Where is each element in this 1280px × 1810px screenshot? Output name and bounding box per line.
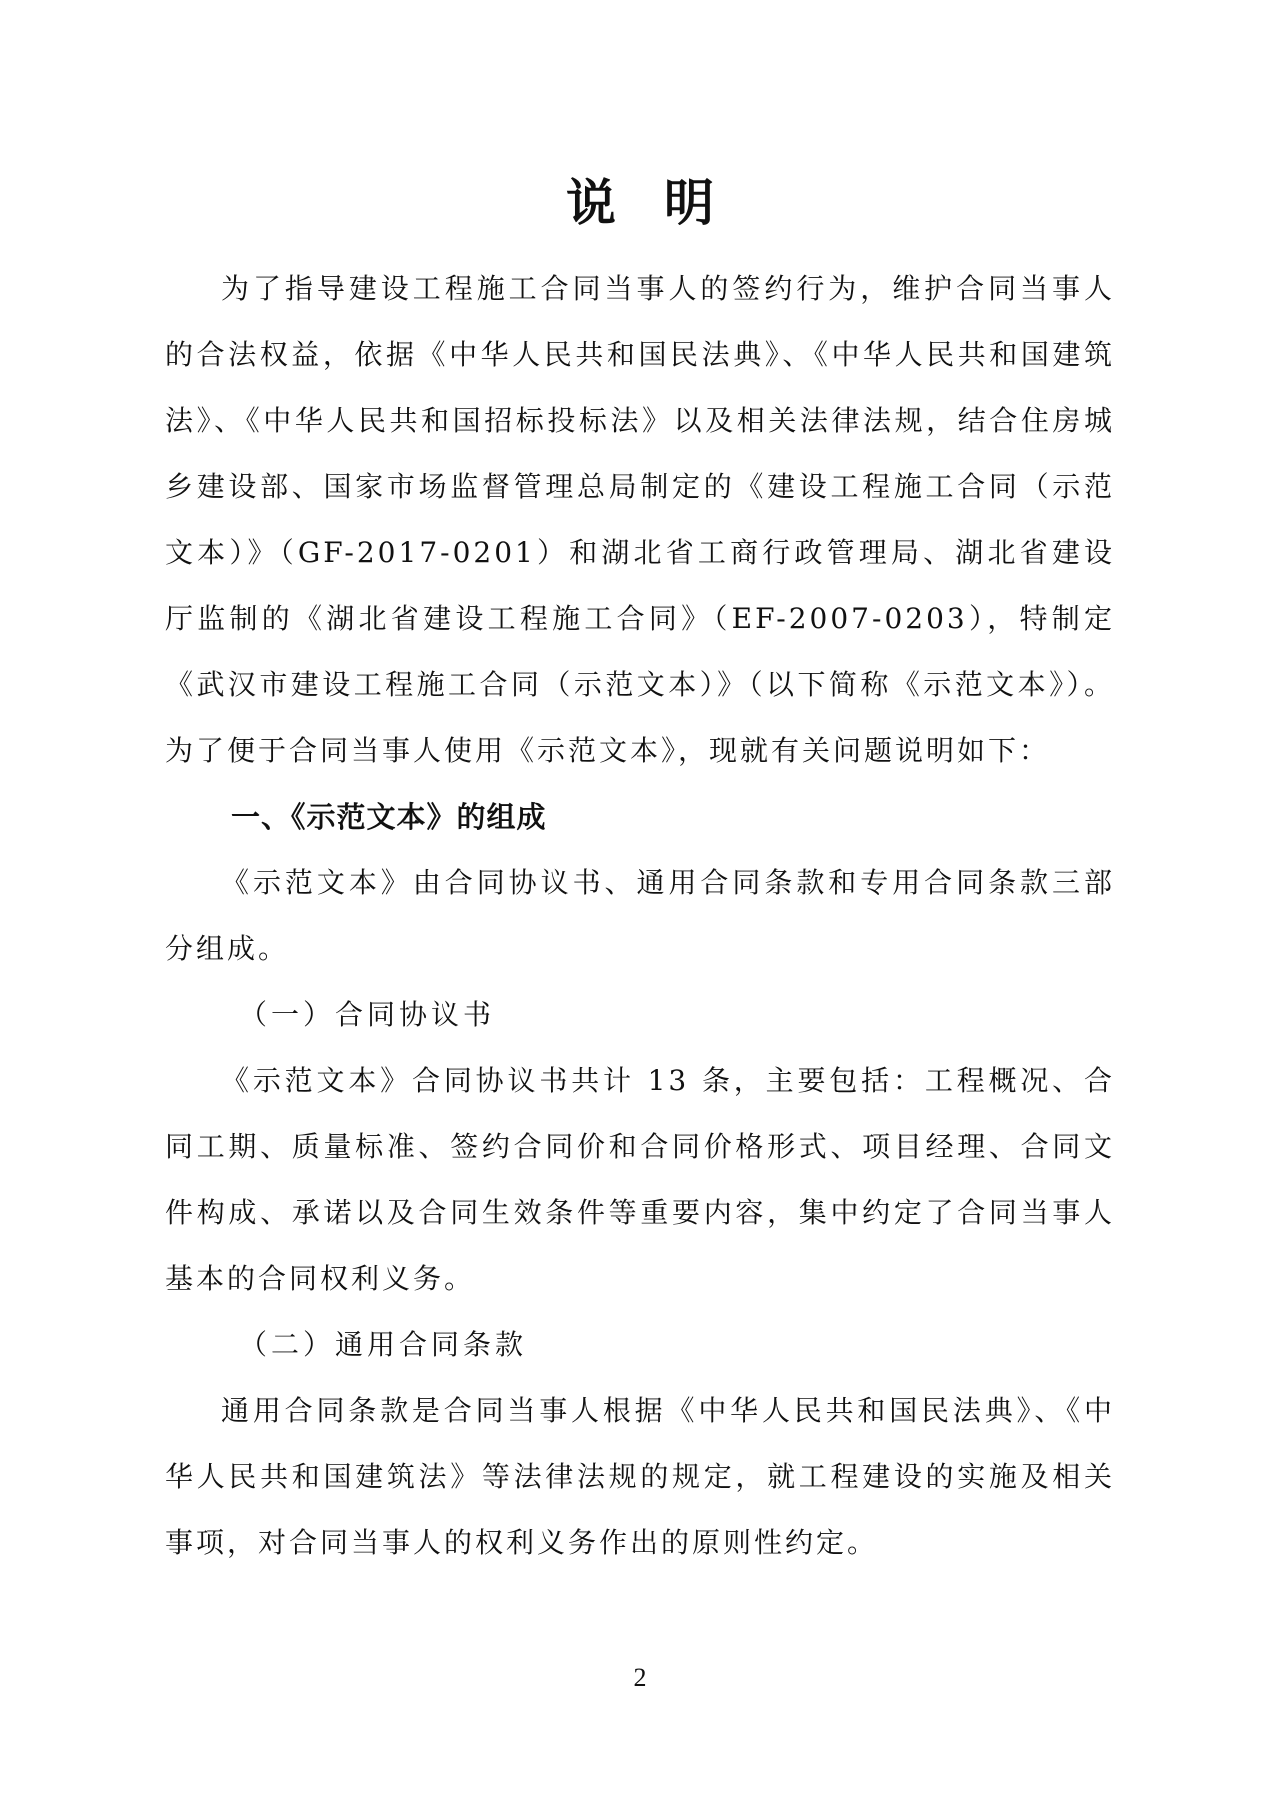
subheading-agreement: （一）合同协议书 xyxy=(239,998,496,1031)
page-title: 说明 xyxy=(566,174,762,232)
section-heading-composition: 一、《示范文本》的组成 xyxy=(231,800,547,834)
document-body xyxy=(165,256,1115,1576)
agreement-paragraph: 《示范文本》合同协议书共计 13 条，主要包括：工程概况、合同工期、质量标准、签约合同价和合同价格形式、项目经理、合同文件构成、承诺以及合同生效条件等重要内容，集中约定了合同当事人基本的合同权利义务。 xyxy=(165,1064,1115,1295)
composition-paragraph: 《示范文本》由合同协议书、通用合同条款和专用合同条款三部分组成。 xyxy=(165,866,1115,965)
subheading-general-terms: （二）通用合同条款 xyxy=(239,1328,528,1361)
page-number: 2 xyxy=(633,1663,647,1692)
general-terms-paragraph: 通用合同条款是合同当事人根据《中华人民共和国民法典》、《中华人民共和国建筑法》等法律法规的规定，就工程建设的实施及相关事项，对合同当事人的权利义务作出的原则性约定。 xyxy=(165,1394,1115,1559)
intro-paragraph: 为了指导建设工程施工合同当事人的签约行为，维护合同当事人的合法权益，依据《中华人民共和国民法典》、《中华人民共和国建筑法》、《中华人民共和国招标投标法》以及相关法律法规，结合住房城乡建设部、国家市场监督管理总局制定的《建设工程施工合同（示范文本）》（GF-2017-0201）和湖北省工商行政管理局、湖北省建设厅监制的《湖北省建设工程施工合同》（EF-2007-0203），特制定《武汉市建设工程施工合同（示范文本）》（以下简称《示范文本》）。为了便于合同当事人使用《示范文本》，现就有关问题说明如下： xyxy=(165,272,1115,767)
